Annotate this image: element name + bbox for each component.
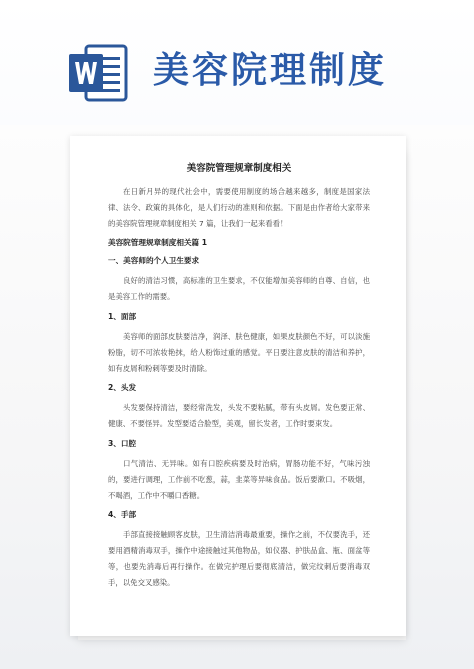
paragraph-hands: 手部直接接触顾客皮肤，卫生清洁消毒最重要，操作之前，不仅要洗手，还要用酒精消毒双手，操作中途接触过其他物品，如仪器、护肤品盒、瓶、面盆等等，也要先消毒后再行操作。在做完护理后要彻底清洁，做完纹刺后要消毒双手，以免交叉感染。: [108, 530, 370, 587]
heading-hands: 4、手部: [108, 510, 137, 520]
heading-mouth: 3、口腔: [108, 438, 137, 448]
heading-hygiene: 一、美容师的个人卫生要求: [108, 256, 200, 266]
intro-paragraph: 在日新月异的现代社会中，需要使用制度的场合越来越多，制度是国家法律、法令、政策的具体化，是人们行动的准则和依据。下面是由作者给大家带来的美容院管理规章制度相关 7 篇，让我们一起来看看！: [108, 187, 370, 228]
heading-face: 1、面部: [108, 311, 137, 321]
document-body: [108, 160, 370, 591]
microsoft-word-icon: [66, 40, 132, 106]
paragraph-hygiene: 良好的清洁习惯，高标准的卫生要求，不仅能增加美容师的自尊、自信，也是美容工作的需要。: [108, 276, 370, 302]
document-page: [70, 136, 406, 636]
document-title: 美容院管理规章制度相关: [186, 163, 292, 174]
paragraph-face: 美容师的面部皮肤要洁净，润泽、肤色健康，如果皮肤颜色不好，可以淡施粉脂，切不可浓妆艳抹，给人粉饰过重的感觉。平日要注意皮肤的清洁和养护，如有皮屑和粉刺等要及时清除。: [108, 331, 370, 373]
heading-hair: 2、头发: [108, 383, 137, 393]
section-title: 美容院管理规章制度相关篇 1: [108, 238, 208, 248]
paragraph-hair: 头发要保持清洁，要经常洗发，头发不要粘腻，带有头皮屑。发色要正常、健康、不要怪异。发型要适合脸型，美观，留长发者，工作时要束发。: [108, 403, 370, 429]
header-banner: [0, 0, 474, 125]
banner-title: 美容院理制度: [153, 49, 388, 91]
paragraph-mouth: 口气清洁、无异味。如有口腔疾病要及时治病，胃肠功能不好，气味污浊的，要进行调理，工作前不吃葱，蒜，韭菜等异味食品。饭后要漱口。不吸烟，不喝酒，工作中不嚼口香糖。: [108, 458, 370, 500]
